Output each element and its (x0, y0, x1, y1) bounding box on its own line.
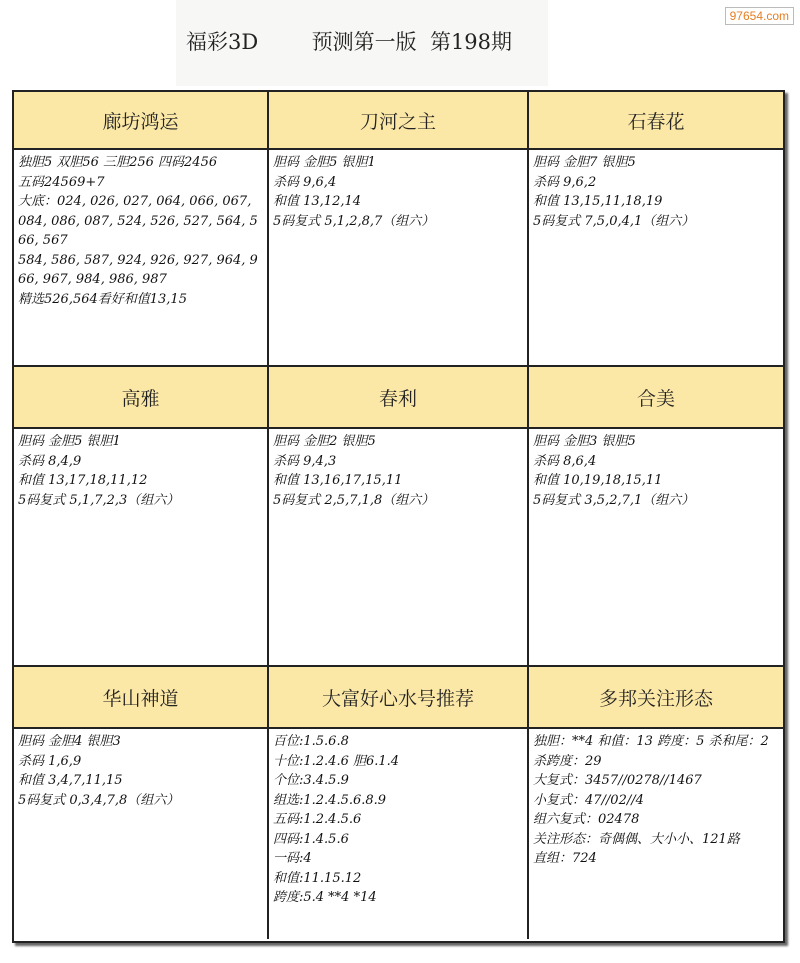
expert-name-header: 春利 (269, 367, 529, 429)
prediction-line: 五码:1.2.4.5.6 (273, 812, 362, 827)
expert-prediction (14, 429, 269, 667)
expert-prediction (269, 729, 529, 939)
prediction-line: 5码复式 5,1,7,2,3（组六） (18, 492, 180, 508)
prediction-line: 个位:3.4.5.9 (273, 773, 349, 788)
prediction-line: 5码复式 0,3,4,7,8（组六） (18, 792, 180, 808)
expert-name-header: 石春花 (529, 92, 783, 150)
prediction-line: 独胆5 双胆56 三胆256 四码2456 (18, 155, 218, 170)
expert-name-header: 华山神道 (14, 667, 269, 729)
prediction-line: 胆码 金胆5 银胆1 (18, 434, 121, 449)
expert-name-header: 多邦关注形态 (529, 667, 783, 729)
prediction-line: 杀码 9,4,3 (273, 453, 337, 469)
prediction-line: 5码复式 5,1,2,8,7（组六） (273, 213, 435, 229)
prediction-line: 跨度:5.4 **4 *14 (273, 890, 377, 905)
prediction-line: 和值 13,12,14 (273, 194, 362, 209)
prediction-line: 组六复式：02478 (533, 812, 640, 827)
prediction-line: 584, 586, 587, 924, 926, 927, 964, 966, 967, 984, 986, 987 (18, 252, 258, 287)
site-watermark: 97654.com (725, 7, 794, 25)
expert-name-header: 合美 (529, 367, 783, 429)
prediction-line: 杀码 9,6,2 (533, 174, 597, 190)
expert-prediction (529, 429, 783, 667)
page-title: 福彩3D 预测第一版 第198期 (186, 30, 513, 54)
prediction-line: 组选:1.2.4.5.6.8.9 (273, 792, 387, 808)
prediction-line: 十位:1.2.4.6 胆6.1.4 (273, 753, 400, 769)
prediction-line: 杀码 1,6,9 (18, 753, 82, 769)
prediction-line: 5码复式 3,5,2,7,1（组六） (533, 492, 695, 508)
expert-prediction (529, 150, 783, 367)
prediction-line: 胆码 金胆3 银胆5 (533, 434, 636, 449)
prediction-line: 杀码 8,4,9 (18, 453, 82, 469)
expert-prediction (14, 150, 269, 367)
prediction-line: 和值 13,17,18,11,12 (18, 473, 148, 488)
prediction-line: 胆码 金胆7 银胆5 (533, 155, 636, 170)
expert-prediction (14, 729, 269, 939)
prediction-line: 和值 10,19,18,15,11 (533, 473, 663, 488)
prediction-table (12, 90, 785, 943)
prediction-line: 大复式：3457//0278//1467 (533, 773, 702, 788)
prediction-line: 杀码 9,6,4 (273, 174, 337, 190)
expert-prediction (269, 429, 529, 667)
prediction-line: 独胆：**4 和值：13 跨度：5 杀和尾：2 杀跨度：29 (533, 734, 769, 769)
prediction-line: 胆码 金胆2 银胆5 (273, 434, 376, 449)
prediction-line: 和值:11.15.12 (273, 870, 362, 886)
prediction-line: 和值 3,4,7,11,15 (18, 773, 123, 788)
expert-name-header: 高雅 (14, 367, 269, 429)
prediction-line: 精选526,564看好和值13,15 (18, 291, 187, 307)
prediction-line: 大底：024, 026, 027, 064, 066, 067, 084, 086, 087, 524, 526, 527, 564, 566, 567 (18, 194, 258, 248)
expert-name-header: 大富好心水号推荐 (269, 667, 529, 729)
expert-prediction (529, 729, 783, 939)
expert-prediction (269, 150, 529, 367)
prediction-line: 关注形态：奇偶偶、大小小、121路 (533, 831, 740, 847)
prediction-line: 百位:1.5.6.8 (273, 734, 349, 749)
prediction-line: 五码24569+7 (18, 174, 105, 190)
prediction-line: 胆码 金胆5 银胆1 (273, 155, 376, 170)
expert-name-header: 刀河之主 (269, 92, 529, 150)
prediction-line: 和值 13,15,11,18,19 (533, 194, 663, 209)
prediction-line: 一码:4 (273, 851, 312, 866)
prediction-line: 和值 13,16,17,15,11 (273, 473, 403, 488)
prediction-line: 5码复式 2,5,7,1,8（组六） (273, 492, 435, 508)
expert-name-header: 廊坊鸿运 (14, 92, 269, 150)
prediction-line: 杀码 8,6,4 (533, 453, 597, 469)
prediction-line: 胆码 金胆4 银胆3 (18, 734, 121, 749)
prediction-line: 四码:1.4.5.6 (273, 831, 349, 847)
prediction-line: 直组：724 (533, 851, 597, 866)
prediction-line: 小复式：47//02//4 (533, 792, 644, 808)
prediction-line: 5码复式 7,5,0,4,1（组六） (533, 213, 695, 229)
